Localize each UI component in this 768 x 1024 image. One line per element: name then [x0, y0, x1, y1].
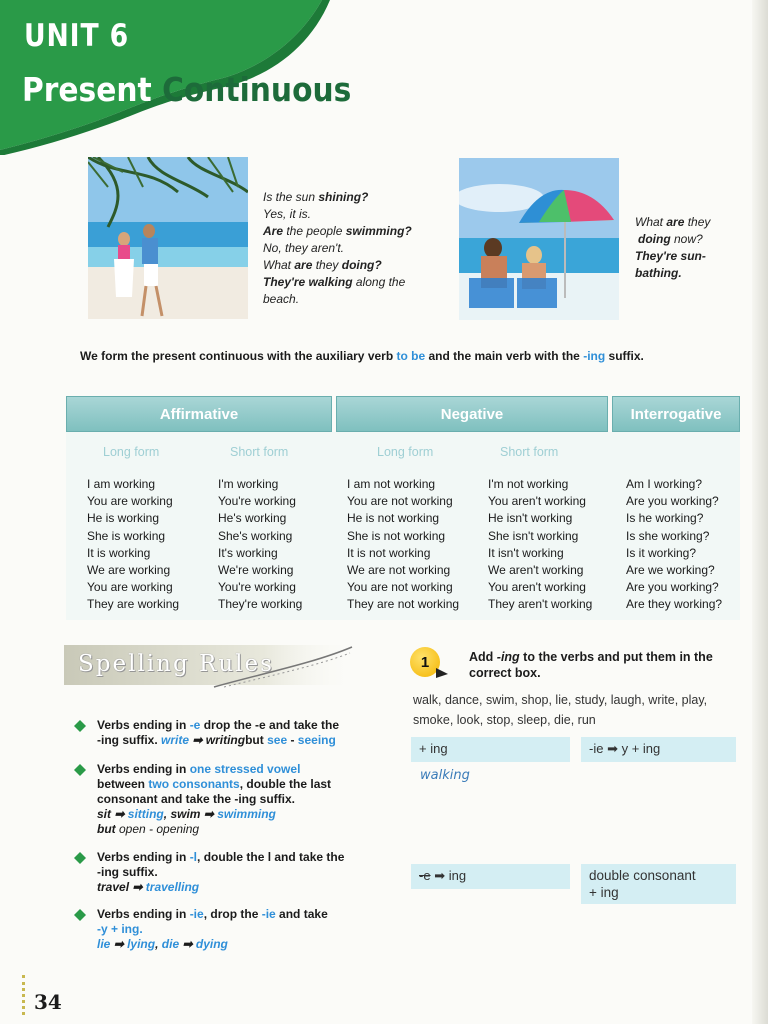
table-cell: You are not working: [347, 494, 453, 509]
rule-text: , double the l and take the: [197, 850, 345, 864]
table-cell: Are they working?: [626, 597, 723, 612]
rule-example: lying: [127, 937, 156, 951]
table-cell: I am not working: [347, 477, 436, 491]
arrow-icon: ➡: [132, 880, 143, 894]
column-affirmative-long: [87, 476, 179, 614]
table-cell: She's working: [218, 528, 293, 543]
rule-text: Verbs ending in: [97, 850, 190, 864]
rule-example: open - opening: [115, 822, 200, 836]
table-cell: We are not working: [347, 563, 451, 578]
rule-highlight: -ie: [189, 907, 204, 921]
example-line-1: [263, 189, 443, 206]
page-edge: [752, 0, 768, 1024]
answer-box-plus-ing[interactable]: [411, 737, 570, 762]
example-dialogue-right: [635, 214, 735, 282]
rule-line: [97, 807, 397, 822]
verb-list: walk, dance, swim, shop, lie, study, laugh, write, play, smoke, look, stop, sleep, die, run: [413, 693, 708, 727]
rule-text: suffix.: [605, 349, 644, 363]
rule-text: Verbs ending in: [97, 762, 190, 776]
table-cell: Are you working?: [626, 494, 719, 509]
rule-line: [97, 822, 397, 837]
subheader-neg-short: Short form: [500, 445, 559, 459]
page-title: [22, 70, 351, 109]
rule-example: swimming: [217, 807, 276, 821]
table-cell: It isn't working: [488, 545, 564, 560]
rule-text: -ing suffix.: [97, 733, 161, 747]
subheader-neg-long: Long form: [377, 445, 434, 459]
rule-text: and take: [275, 907, 328, 921]
rule-line: [97, 733, 397, 748]
rule-text: and the main verb with the: [425, 349, 584, 363]
example-text: along the: [352, 275, 406, 289]
rule-highlight: -l: [189, 850, 198, 864]
rule-text: drop the -e and take the: [200, 718, 340, 732]
spelling-rule-2: [97, 762, 397, 837]
table-cell: You are not working: [347, 580, 453, 595]
arrow-icon: ➡: [434, 868, 446, 883]
box-label: + ing: [589, 885, 619, 900]
rule-line: consonant and take the -ing suffix.: [97, 792, 296, 806]
rule-example: see: [267, 733, 288, 747]
table-cell: You aren't working: [488, 494, 586, 509]
example-line-3: [263, 223, 443, 240]
handwritten-answer: walking: [420, 768, 470, 783]
diamond-bullet-icon: [74, 764, 86, 776]
example-bold: are: [294, 258, 313, 272]
rule-example: lie: [97, 937, 111, 951]
table-cell: Are we working?: [626, 563, 715, 578]
rule-highlight: one stressed vowel: [189, 762, 301, 776]
table-cell: He's working: [218, 511, 287, 526]
table-cell: It is working: [87, 545, 151, 560]
rule-highlight: -e: [189, 718, 201, 732]
table-cell: They are not working: [347, 597, 460, 612]
rule-example: sit: [97, 807, 112, 821]
box-label: ing: [445, 868, 467, 883]
box-label: + ing: [419, 741, 448, 756]
example-line-4: No, they aren't.: [263, 241, 344, 255]
column-interrogative: [626, 476, 722, 614]
table-cell: He is not working: [347, 511, 440, 526]
rule-line: [97, 850, 397, 865]
header-affirmative: Affirmative: [66, 396, 332, 432]
rule-example: sitting: [127, 807, 164, 821]
table-cell: They are working: [87, 597, 180, 612]
spelling-title: Spelling Rules: [78, 651, 274, 677]
example-right-line-1: [635, 214, 735, 231]
example-text: What: [263, 258, 295, 272]
table-cell: He is working: [87, 511, 160, 526]
rule-example: travelling: [145, 880, 200, 894]
table-cell: She isn't working: [488, 528, 579, 543]
table-cell: Is it working?: [626, 545, 697, 560]
exercise-instruction: [469, 649, 741, 681]
title-part1: Present: [22, 70, 152, 109]
example-text: they: [684, 215, 711, 229]
header-interrogative: Interrogative: [612, 396, 740, 432]
answer-box-ie-y-ing[interactable]: [581, 737, 736, 762]
spelling-rule-1: [97, 718, 397, 748]
rule-line: -ing suffix.: [97, 865, 158, 879]
example-right-line-4: [635, 265, 735, 282]
table-cell: She is working: [87, 528, 166, 543]
table-cell: It's working: [218, 545, 278, 560]
table-cell: They're working: [218, 597, 303, 612]
table-cell: We are working: [87, 563, 171, 578]
table-cell: He isn't working: [488, 511, 573, 526]
sunbathing-photo: [459, 158, 619, 320]
table-cell: We're working: [218, 563, 294, 578]
rule-line: [97, 937, 397, 952]
rule-text: ,: [155, 937, 162, 951]
table-cell: You aren't working: [488, 580, 586, 595]
example-right-line-3: [635, 248, 735, 265]
diamond-bullet-icon: [74, 720, 86, 732]
table-cell: You are working: [87, 580, 173, 595]
table-cell: She is not working: [347, 528, 446, 543]
answer-box-double-consonant[interactable]: [581, 864, 736, 904]
diamond-bullet-icon: [74, 852, 86, 864]
rule-line: [97, 907, 397, 922]
rule-highlight: -ie: [261, 907, 276, 921]
table-cell: Are you working?: [626, 580, 719, 595]
example-bold: Are: [263, 224, 284, 238]
rule-line: -y + ing.: [97, 922, 143, 936]
table-cell: You're working: [218, 580, 296, 595]
example-bold: are: [666, 215, 685, 229]
rule-highlight: -ing: [583, 349, 606, 363]
example-bold: They're walking: [263, 275, 353, 289]
arrow-icon: ➡: [182, 937, 193, 951]
box-label: -e: [419, 868, 431, 883]
example-text: What: [635, 215, 667, 229]
rule-text: Verbs ending in: [97, 718, 190, 732]
rule-text: -: [287, 733, 298, 747]
table-cell: Is he working?: [626, 511, 704, 526]
box-label: -ie: [589, 741, 604, 756]
instruction-text: to the verbs and put them in the correct box.: [469, 650, 713, 680]
example-line-5: [263, 257, 443, 274]
rule-example: writing: [205, 733, 246, 747]
table-cell: I am working: [87, 477, 156, 491]
example-bold: shining?: [318, 190, 369, 204]
title-part2: Continuous: [151, 70, 352, 109]
rule-text: ,: [163, 807, 171, 821]
rule-example: swim: [170, 807, 201, 821]
formation-rule: [80, 349, 740, 363]
rule-example: seeing: [297, 733, 336, 747]
spelling-rule-3: [97, 850, 397, 895]
rule-highlight: two consonants: [148, 777, 240, 791]
arrow-icon: ➡: [192, 733, 203, 747]
rule-text: but: [245, 733, 268, 747]
rule-example: dying: [195, 937, 228, 951]
example-text: the people: [283, 224, 346, 238]
arrow-icon: ➡: [607, 741, 618, 756]
example-line-6: [263, 274, 443, 291]
example-bold: doing?: [341, 258, 382, 272]
instruction-text: Add: [469, 650, 497, 664]
diamond-bullet-icon: [74, 909, 86, 921]
instruction-text: -ing: [496, 650, 520, 664]
rule-text: We form the present continuous with the auxiliary verb: [80, 349, 397, 363]
rule-line: [97, 762, 397, 777]
exercise-number: 1: [420, 653, 430, 671]
header-negative: Negative: [336, 396, 608, 432]
page-number: 34: [34, 990, 62, 1014]
rule-text: , double the last: [239, 777, 332, 791]
column-negative-short: [488, 476, 592, 614]
example-dialogue-left: [263, 189, 443, 308]
subheader-aff-long: Long form: [103, 445, 160, 459]
column-negative-long: [347, 476, 459, 614]
rule-example: write: [161, 733, 190, 747]
rule-text: Verbs ending in: [97, 907, 190, 921]
table-cell: I'm not working: [488, 477, 569, 491]
rule-text: but: [97, 822, 116, 836]
example-line-2: Yes, it is.: [263, 207, 312, 221]
rule-line: [97, 777, 397, 792]
arrow-icon: ➡: [203, 807, 214, 821]
answer-box-e-ing[interactable]: [411, 864, 570, 889]
example-bold: bathing.: [635, 266, 682, 280]
subheader-aff-short: Short form: [230, 445, 289, 459]
table-cell: Is she working?: [626, 528, 710, 543]
example-text: now?: [670, 232, 703, 246]
box-label: y + ing: [617, 741, 661, 756]
page-margin-dots: [22, 975, 29, 1015]
table-cell: You're working: [218, 494, 296, 509]
rule-highlight: to be: [396, 349, 426, 363]
column-affirmative-short: [218, 476, 302, 614]
spelling-rule-4: [97, 907, 397, 952]
example-right-line-2: [635, 231, 735, 248]
example-line-7: beach.: [263, 292, 300, 306]
example-bold: They're sun-: [635, 249, 706, 263]
badge-pointer-icon: [436, 668, 448, 680]
example-bold: doing: [638, 232, 671, 246]
table-cell: Am I working?: [626, 477, 703, 491]
beach-walking-photo: [88, 157, 248, 319]
table-cell: We aren't working: [488, 563, 584, 578]
rule-line: [97, 718, 397, 733]
arrow-icon: ➡: [114, 807, 125, 821]
table-cell: You are working: [87, 494, 173, 509]
table-cell: I'm working: [218, 477, 279, 491]
example-bold: swimming?: [345, 224, 412, 238]
rule-text: , drop the: [203, 907, 262, 921]
rule-text: between: [97, 777, 149, 791]
unit-label: UNIT 6: [24, 18, 130, 54]
arrow-icon: ➡: [113, 937, 124, 951]
example-text: Is the sun: [263, 190, 319, 204]
table-cell: They aren't working: [488, 597, 593, 612]
rule-line: [97, 880, 397, 895]
rule-example: travel: [97, 880, 130, 894]
box-label: double consonant: [589, 868, 696, 883]
example-text: they: [312, 258, 342, 272]
rule-example: die: [161, 937, 180, 951]
table-cell: It is not working: [347, 545, 431, 560]
